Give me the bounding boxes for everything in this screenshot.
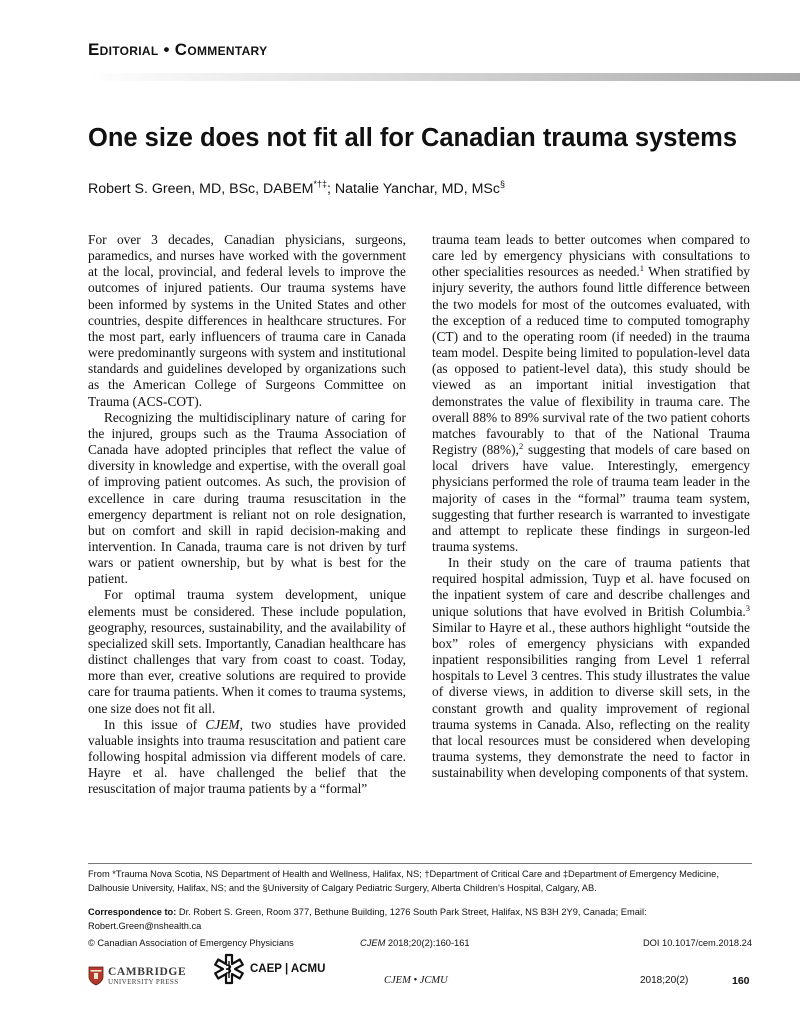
text-run: Similar to Hayre et al., these authors highlight “outside the box” roles of emergency physicians with expanded inpatient responsibilities ranging from Level 1 referral hospitals to Level 3 centres. This study illustrates the value of diverse views, in addition to diverse skill sets, in the constant growth and quality improvement of regional trauma systems in Canada. Also, reflecting on the reality that local resources must be considered when developing trauma systems, they demonstrate the need to factor in sustainability when developing components of that system. bbox=[432, 619, 750, 781]
paragraph bbox=[432, 232, 750, 555]
cambridge-crest-icon bbox=[88, 966, 104, 986]
reference-marker[interactable]: 2 bbox=[518, 441, 524, 452]
publisher-subname: UNIVERSITY PRESS bbox=[108, 978, 179, 986]
author-line bbox=[88, 181, 505, 197]
paragraph: Recognizing the multidisciplinary nature of caring for the injured, groups such as the Trauma Association of Canada have adopted principles that reflect the value of diversity in knowledge and expertise, with the overall goal of improving patient outcomes. As such, the provision of excellence in care during trauma resuscitation in the emergency department is reliant not on role designation, but on comfort and skill in rapid decision-making and intervention. In Canada, trauma care is not driven by turf wars or patient ownership, but by what is best for the patient. bbox=[88, 409, 406, 587]
correspondence-note bbox=[88, 906, 754, 934]
author-name: Natalie Yanchar, MD, MSc bbox=[334, 181, 500, 197]
paragraph bbox=[88, 717, 406, 798]
paragraph: For optimal trauma system development, unique elements must be considered. These include population, geography, resources, sustainability, and the availability of specialized skill sets. Importantly, Canadian healthcare has distinct challenges that vary from coast to coast. Today, more than ever, creative solutions are required to provide care for trauma patients. When it comes to trauma systems, one size does not fit all. bbox=[88, 587, 406, 716]
body-column-left bbox=[88, 232, 406, 797]
paragraph: For over 3 decades, Canadian physicians, surgeons, paramedics, and nurses have worked with the government at the local, provincial, and federal levels to improve the outcomes of injured patients. Our trauma systems have been informed by systems in the United States and other countries, despite differences in healthcare structures. For the most part, early influencers of trauma care in Canada were predominantly surgeons with system and institutional standards and guidelines developed by organizations such as the American College of Surgeons Committee on Trauma (ACS-COT). bbox=[88, 232, 406, 409]
reference-marker[interactable]: 3 bbox=[745, 602, 750, 613]
section-label: Editorial • Commentary bbox=[88, 40, 268, 59]
publisher-logo bbox=[108, 967, 186, 987]
affiliations-note: From *Trauma Nova Scotia, NS Department of Health and Wellness, Halifax, NS; †Department of Critical Care and ‡Department of Emergency Medicine, Dalhousie University, Halifax, NS; and the §University of Calgary Pediatric Surgery, Alberta Children’s Hospital, Calgary, AB. bbox=[88, 869, 719, 893]
copyright-line: © Canadian Association of Emergency Physicians bbox=[88, 938, 294, 948]
body-column-right bbox=[432, 232, 750, 781]
citation-volume: 2018;20(2):160-161 bbox=[385, 938, 470, 948]
citation-journal: CJEM bbox=[360, 938, 386, 948]
doi-line[interactable]: DOI 10.1017/cem.2018.24 bbox=[642, 938, 752, 948]
paragraph bbox=[432, 555, 750, 781]
correspondence-label: Correspondence to: bbox=[88, 907, 177, 917]
caep-star-of-life-icon bbox=[212, 952, 246, 986]
issue-footer: 2018;20(2) bbox=[640, 975, 689, 986]
text-run: In their study on the care of trauma patients that required hospital admission, Tuyp et al. have focused on the inpatient system of care and describe challenges and unique solutions that have evolved in British Columbia. bbox=[432, 555, 750, 619]
footnote-divider bbox=[88, 863, 752, 864]
text-run: suggesting that models of care based on local drivers have value. Interestingly, emergency physicians performed the role of trauma team leader in the majority of cases in the “formal” trauma team system, suggesting that further research is warranted to investigate and attempt to replicate these findings in surgeon-led trauma systems. bbox=[432, 442, 750, 554]
publisher-name: CAMBRIDGE bbox=[108, 966, 187, 978]
text-run: , two studies have provided valuable insights into trauma resuscitation and patient care following hospital admission via different models of care. Hayre et al. have challenged the belief that the resuscitation of major trauma patients by a “formal” bbox=[88, 716, 406, 797]
page-number: 160 bbox=[732, 975, 750, 987]
journal-name: CJEM bbox=[205, 716, 240, 732]
journal-footer: CJEM • JCMU bbox=[384, 975, 448, 986]
author-separator: ; bbox=[327, 181, 335, 197]
header-gradient-bar bbox=[88, 73, 800, 81]
author-name: Robert S. Green, MD, BSc, DABEM bbox=[88, 181, 314, 197]
article-title: One size does not fit all for Canadian trauma systems bbox=[88, 124, 738, 152]
text-run: When stratified by injury severity, the authors found little difference between the two models for most of the outcomes evaluated, with the exception of a reduced time to computed tomography (CT) and to the operating room (if needed) in the trauma team model. Despite being limited to population-level data (as opposed to patient-level data), this study should be viewed as an important initial investigation that demonstrates the value of flexibility in trauma care. The overall 88% to 89% survival rate of the two patient cohorts matches favourably to that of the National Trauma Registry (88%), bbox=[432, 264, 750, 458]
text-run: trauma team leads to better outcomes when compared to care led by emergency physicians with consultations to other specialities resources as needed. bbox=[432, 232, 750, 280]
society-logo: CAEP | ACMU bbox=[250, 963, 326, 975]
reference-marker[interactable]: 1 bbox=[639, 263, 644, 274]
citation-line bbox=[360, 938, 470, 948]
text-run: In this issue of bbox=[104, 716, 206, 732]
affiliation-marks: § bbox=[499, 179, 505, 189]
affiliation-marks: *†‡ bbox=[313, 179, 328, 189]
correspondence-text: Dr. Robert S. Green, Room 377, Bethune Building, 1276 South Park Street, Halifax, NS B3H 2Y9, Canada; Email: Robert.Green@nshealth.ca bbox=[88, 907, 647, 931]
